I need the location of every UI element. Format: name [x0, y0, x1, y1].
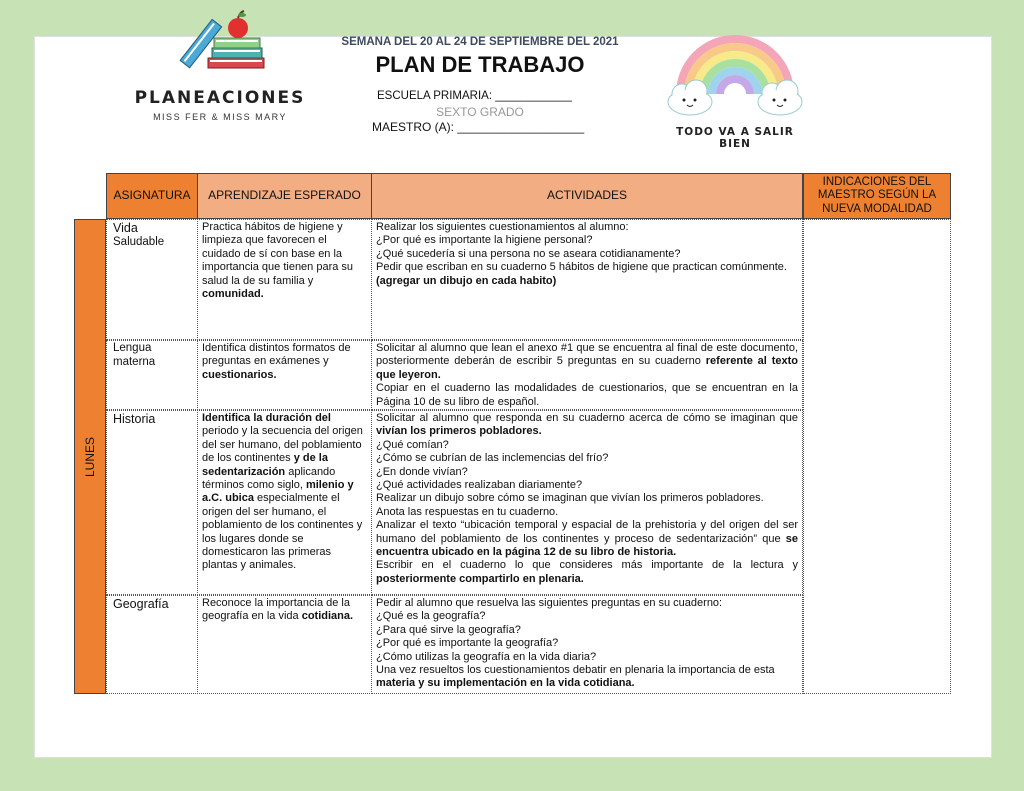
motto-text: TODO VA A SALIR BIEN [676, 126, 794, 150]
books-apple-icon [170, 8, 270, 78]
teacher-field: MAESTRO (A): ___________________ [372, 120, 585, 134]
table-row-subject [106, 340, 198, 410]
learning-text: Identifica distintos formatos de preguntas en exámenes y [202, 342, 351, 368]
activity-line: ¿Para qué sirve la geografía? [376, 623, 521, 636]
learning-text: especialmente el origen del ser humano, el poblamiento de los continentes y los lugares donde se domesticaron las primeras plantas y animales. [202, 492, 363, 572]
activity-line: ¿Qué es la geografía? [376, 610, 486, 623]
col-header-aprendizaje: APRENDIZAJE ESPERADO [197, 173, 372, 219]
activities-cell [371, 410, 803, 595]
activity-line: Solicitar al alumno que lean el anexo #1 que se encuentra al final de este documento, posteriormente deberán de escribir 5 preguntas en su cuaderno [376, 342, 798, 368]
activity-line: ¿Cómo se cubrían de las inclemencias del frío? [376, 452, 609, 465]
activity-line: Anota las respuestas en tu cuaderno. [376, 505, 559, 518]
subject-name: Historia [113, 412, 156, 426]
activity-line-bold: materia y su implementación en la vida cotidiana. [376, 677, 635, 690]
rainbow-icon [660, 14, 810, 124]
learning-text-bold: cuestionarios. [202, 368, 277, 381]
activity-line-bold: vivían los primeros pobladores. [376, 425, 542, 438]
activity-line: ¿Cómo utilizas la geografía en la vida diaria? [376, 650, 597, 663]
table-row-subject [106, 595, 198, 694]
learning-cell [197, 410, 372, 595]
learning-text: Practica hábitos de higiene y limpieza que favorecen el cuidado de sí con base en la importancia que tienen para su salud la de su familia y [202, 221, 354, 287]
activity-line: ¿En donde vivían? [376, 465, 468, 478]
day-label-cell [74, 219, 106, 694]
week-label: SEMANA DEL 20 AL 24 DE SEPTIEMBRE DEL 2021 [341, 36, 619, 48]
brand-subtitle: MISS FER & MISS MARY [153, 112, 287, 122]
activity-line: ¿Por qué es importante la higiene personal? [376, 234, 593, 247]
subject-name-cont: Saludable [113, 236, 165, 248]
activity-line: Escribir en el cuaderno lo que consideres más importante de la lectura y [376, 559, 798, 572]
activity-line: Realizar los siguientes cuestionamientos al alumno: [376, 221, 629, 233]
school-field: ESCUELA PRIMARIA: ____________ [377, 90, 572, 102]
table-row-subject [106, 410, 198, 595]
col-header-actividades: ACTIVIDADES [371, 173, 803, 219]
col-header-asignatura: ASIGNATURA [106, 173, 198, 219]
activities-cell [371, 340, 803, 410]
day-label: LUNES [83, 436, 97, 477]
activity-line-bold: se encuentra ubicado en la página 12 de su libro de historia. [376, 532, 798, 559]
subject-name-cont: materna [113, 355, 156, 368]
table-row-subject [106, 219, 198, 340]
activity-line: ¿Por qué es importante la geografía? [376, 637, 559, 650]
activity-line-bold: (agregar un dibujo en cada habito) [376, 274, 557, 287]
activity-line: Una vez resueltos los cuestionamientos debatir en plenaria la importancia de esta [376, 664, 775, 677]
learning-text: Reconoce la importancia de la geografía en la vida [202, 597, 350, 623]
activity-line: Copiar en el cuaderno las modalidades de cuestionarios, que se encuentran en la Página 10 de su libro de español. [376, 382, 798, 408]
learning-cell [197, 595, 372, 694]
activity-line-bold: referente al texto que leyeron. [376, 355, 798, 381]
activity-line: ¿Qué comían? [376, 438, 449, 451]
activity-line: Realizar un dibujo sobre cómo se imaginan que vivían los primeros pobladores. [376, 492, 764, 505]
subject-name: Lengua [113, 342, 152, 354]
learning-text-bold: Identifica la duración del [202, 412, 331, 424]
activity-line-bold: posteriormente compartirlo en plenaria. [376, 572, 584, 585]
learning-text-bold: cotidiana. [301, 610, 354, 623]
activity-line: ¿Qué sucedería si una persona no se aseara cotidianamente? [376, 247, 681, 260]
indicaciones-cell [803, 219, 951, 694]
rainbow-logo [660, 14, 810, 150]
learning-cell [197, 219, 372, 340]
subject-name: Geografía [113, 597, 169, 611]
activities-cell [371, 595, 803, 694]
activity-line: ¿Qué actividades realizaban diariamente? [376, 479, 583, 492]
grade-label: SEXTO GRADO [436, 105, 524, 119]
learning-text-bold: comunidad. [202, 288, 264, 301]
learning-text: aplicando términos como siglo, [202, 465, 336, 492]
learning-text-bold: milenio y a.C. ubica [202, 479, 354, 505]
planeaciones-logo [130, 8, 310, 122]
learning-cell [197, 340, 372, 410]
subject-name: Vida [113, 221, 138, 235]
cloud-left [668, 80, 712, 115]
activity-line: Pedir al alumno que resuelva las siguientes preguntas en su cuaderno: [376, 597, 723, 609]
page-title: PLAN DE TRABAJO [375, 52, 585, 77]
activity-line: Solicitar al alumno que responda en su cuaderno acerca de cómo se imaginan que [376, 412, 798, 424]
learning-text: periodo y la secuencia del origen del ser humano, del poblamiento de los continentes [202, 425, 363, 465]
activity-line: Pedir que escriban en su cuaderno 5 hábitos de higiene que practican comúnmente. [376, 261, 787, 274]
learning-text-bold: y de la sedentarización [202, 452, 328, 478]
col-header-indicaciones: INDICACIONES DEL MAESTRO SEGÚN LA NUEVA MODALIDAD [803, 173, 951, 219]
brand-name: PLANEACIONES [134, 88, 306, 108]
activities-cell [371, 219, 803, 340]
activity-line: Analizar el texto “ubicación temporal y espacial de la prehistoria y del origen del ser humano del poblamiento de los continentes y proceso de sedentarización” que [376, 519, 798, 545]
